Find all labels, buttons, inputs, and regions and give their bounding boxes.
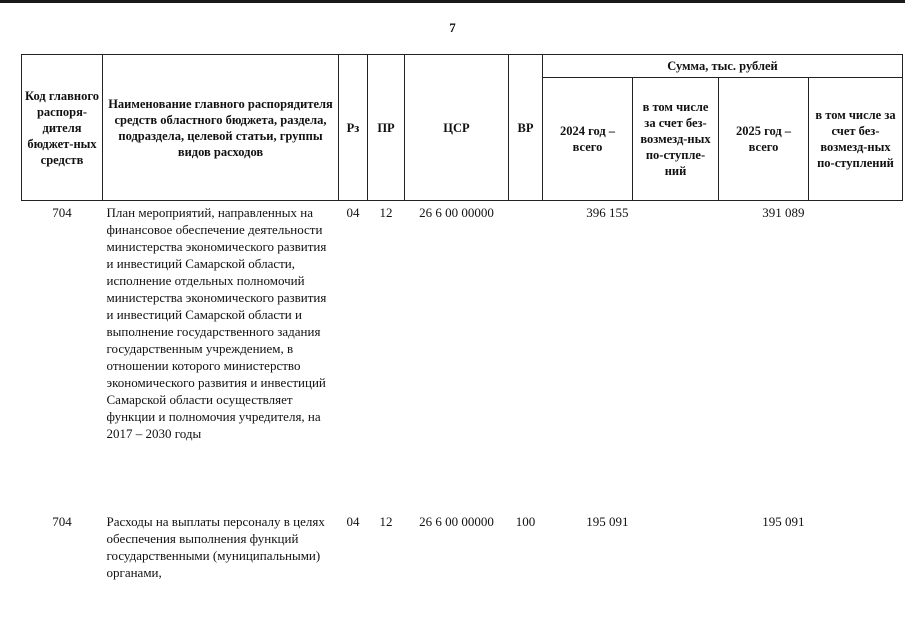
cell-2025-total: 391 089 (762, 205, 805, 220)
cell-csr: 26 6 00 00000 (419, 514, 494, 529)
header-csr: ЦСР (405, 55, 509, 201)
cell-2024-total: 195 091 (586, 514, 629, 529)
table-row (22, 510, 903, 581)
cell-pr: 12 (379, 514, 393, 529)
header-sum: Сумма, тыс. рублей (543, 55, 903, 78)
header-2025-grants: в том числе за счет без-возмезд-ных по-ступлений (809, 78, 903, 201)
cell-2024-grants (633, 510, 719, 581)
cell-code: 704 (52, 514, 72, 529)
header-2024-total: 2024 год – всего (543, 78, 633, 201)
cell-rz: 04 (346, 205, 360, 220)
header-rz: Рз (339, 55, 368, 201)
cell-csr: 26 6 00 00000 (419, 205, 494, 220)
cell-pr: 12 (379, 205, 393, 220)
header-name: Наименование главного распорядителя средств областного бюджета, раздела, подраздела, целевой статьи, группы видов расходов (103, 55, 339, 201)
cell-rz: 04 (346, 514, 360, 529)
cell-code: 704 (52, 205, 72, 220)
page-number: 7 (449, 20, 456, 35)
header-2025-total: 2025 год – всего (719, 78, 809, 201)
cell-name: Расходы на выплаты персоналу в целях обеспечения выполнения функций государственными (муниципальными) органами, (106, 514, 325, 580)
cell-vr (509, 201, 543, 511)
cell-2025-grants (809, 201, 903, 511)
header-2024-grants: в том числе за счет без-возмезд-ных по-ступле-ний (633, 78, 719, 201)
cell-vr: 100 (515, 514, 536, 529)
page-top-border (0, 0, 905, 3)
header-vr: ВР (509, 55, 543, 201)
header-code: Код главного распоря-дителя бюджет-ных средств (22, 55, 103, 201)
cell-2025-grants (809, 510, 903, 581)
table-row (22, 201, 903, 511)
cell-2025-total: 195 091 (762, 514, 805, 529)
header-pr: ПР (368, 55, 405, 201)
cell-2024-total: 396 155 (586, 205, 629, 220)
cell-name: План мероприятий, направленных на финансовое обеспечение деятельности министерства экономического развития и инвестиций Самарской области, исполнение отдельных полномочий министерства экономического развития и инвестиций Самарской области и выполнение государственного задания государственным учреждением, в отношении которого министерство экономического развития и инвестиций Самарской области осуществляет функции и полномочия учредителя, на 2017 – 2030 годы (106, 205, 327, 441)
budget-table (21, 54, 903, 581)
cell-2024-grants (633, 201, 719, 511)
